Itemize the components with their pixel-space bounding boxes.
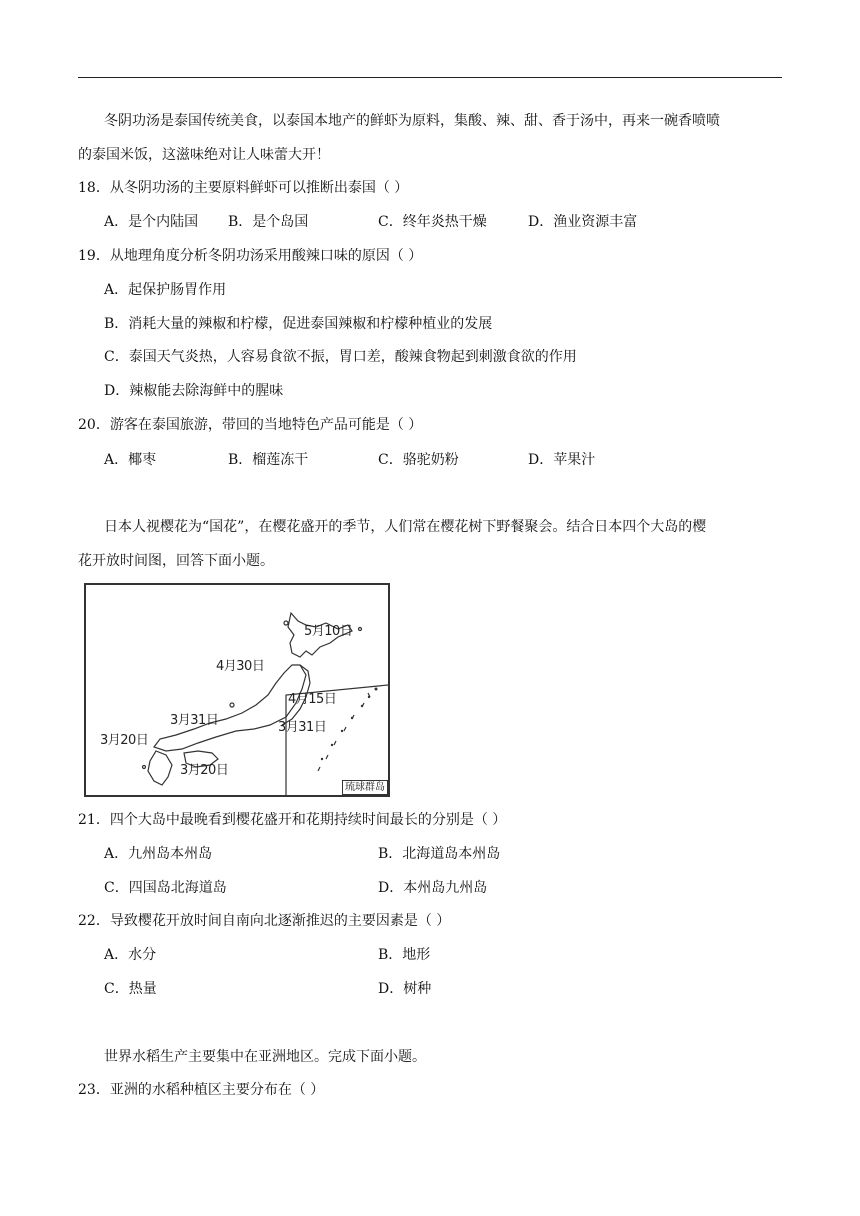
header-rule xyxy=(78,77,782,78)
map-label-west-honshu: 3月31日 xyxy=(170,713,219,728)
q19-option-b[interactable]: B．消耗大量的辣椒和柠檬，促进泰国辣椒和柠檬种植业的发展 xyxy=(104,316,493,332)
map-label-kyushu: 3月20日 xyxy=(100,733,149,748)
map-label-shikoku: 3月20日 xyxy=(180,763,229,778)
q19-option-a[interactable]: A．起保护肠胃作用 xyxy=(104,282,227,298)
q18-option-c[interactable]: C．终年炎热干燥 xyxy=(378,214,487,230)
question-22-stem: 22．导致樱花开放时间自南向北逐渐推迟的主要因素是（ ） xyxy=(78,913,451,929)
japan-cherry-blossom-map xyxy=(84,583,390,797)
q21-option-d[interactable]: D．本州岛九州岛 xyxy=(378,880,488,896)
q18-option-d[interactable]: D．渔业资源丰富 xyxy=(528,214,638,230)
question-19-stem: 19．从地理角度分析冬阴功汤采用酸辣口味的原因（ ） xyxy=(78,248,423,264)
map-label-south-honshu: 3月31日 xyxy=(278,720,327,735)
q19-option-d[interactable]: D．辣椒能去除海鲜中的腥味 xyxy=(104,383,284,399)
q22-option-a[interactable]: A．水分 xyxy=(104,947,157,963)
q21-option-a[interactable]: A．九州岛本州岛 xyxy=(104,846,213,862)
question-21-stem: 21．四个大岛中最晚看到樱花盛开和花期持续时间最长的分别是（ ） xyxy=(78,812,507,828)
map-label-hokkaido: 5月10日 xyxy=(304,624,353,639)
q20-option-d[interactable]: D．苹果汁 xyxy=(528,452,596,468)
map-inset-ryukyu-label: 琉球群岛 xyxy=(342,780,388,795)
q20-option-b[interactable]: B．榴莲冻干 xyxy=(228,452,309,468)
q21-option-b[interactable]: B．北海道岛本州岛 xyxy=(378,846,501,862)
q18-option-b[interactable]: B．是个岛国 xyxy=(228,214,309,230)
q22-option-d[interactable]: D．树种 xyxy=(378,981,432,997)
q22-option-b[interactable]: B．地形 xyxy=(378,947,431,963)
map-label-east-honshu: 4月15日 xyxy=(288,692,337,707)
japan-outline-svg xyxy=(86,585,388,795)
q20-option-a[interactable]: A．椰枣 xyxy=(104,452,157,468)
q19-option-c[interactable]: C．泰国天气炎热，人容易食欲不振，胃口差，酸辣食物起到刺激食欲的作用 xyxy=(104,349,577,365)
q21-option-c[interactable]: C．四国岛北海道岛 xyxy=(104,880,227,896)
question-23-stem: 23．亚洲的水稻种植区主要分布在（ ） xyxy=(78,1082,325,1098)
question-20-stem: 20．游客在泰国旅游，带回的当地特色产品可能是（ ） xyxy=(78,417,423,433)
passage-thai-line-2: 的泰国米饭，这滋味绝对让人味蕾大开！ xyxy=(78,147,330,163)
map-label-north-honshu: 4月30日 xyxy=(216,659,265,674)
q18-option-a[interactable]: A．是个内陆国 xyxy=(104,214,199,230)
passage-japan-line-2: 花开放时间图，回答下面小题。 xyxy=(78,553,274,569)
passage-rice: 世界水稻生产主要集中在亚洲地区。完成下面小题。 xyxy=(104,1049,426,1065)
q20-option-c[interactable]: C．骆驼奶粉 xyxy=(378,452,459,468)
passage-japan-line-1: 日本人视樱花为“国花”，在樱花盛开的季节，人们常在樱花树下野餐聚会。结合日本四个大岛的樱 xyxy=(104,519,707,535)
question-18-stem: 18．从冬阴功汤的主要原料鲜虾可以推断出泰国（ ） xyxy=(78,180,409,196)
passage-thai-line-1: 冬阴功汤是泰国传统美食，以泰国本地产的鲜虾为原料，集酸、辣、甜、香于汤中，再来一碗香喷喷 xyxy=(104,113,720,129)
q22-option-c[interactable]: C．热量 xyxy=(104,981,157,997)
